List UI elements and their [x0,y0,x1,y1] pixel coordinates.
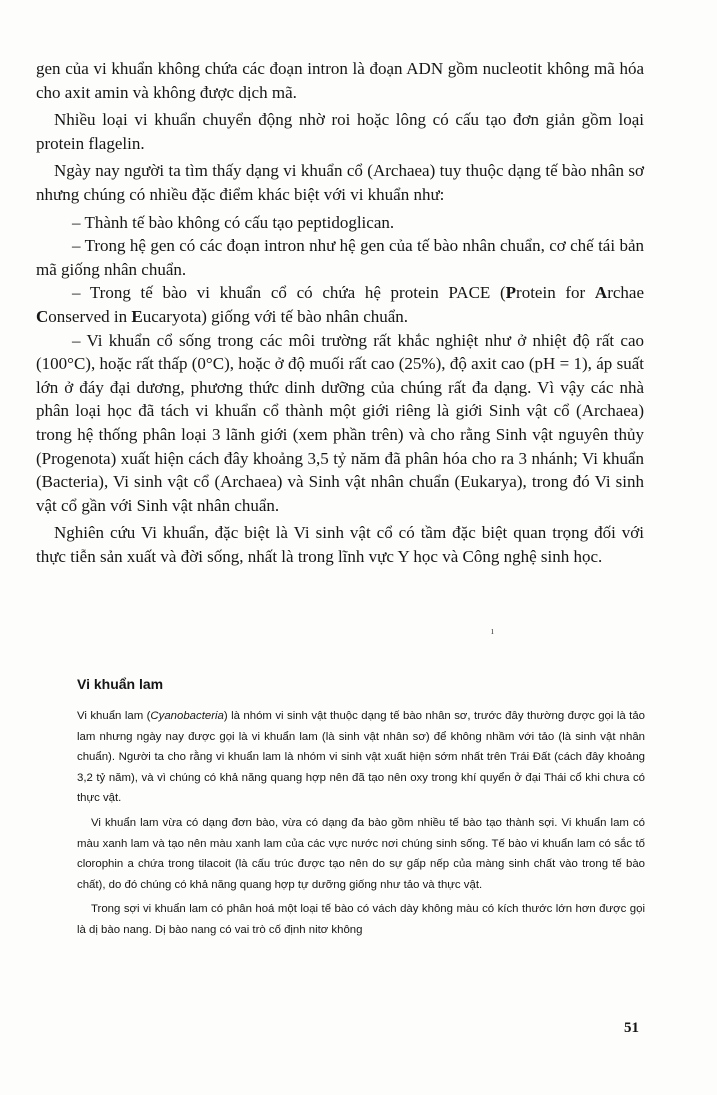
box-paragraph-3: Trong sợi vi khuẩn lam có phân hoá một loại tế bào có vách dày không màu có kích thước lớn hơn được gọi là dị bào nang. Dị bào nang có vai trò cố định nitơ không [77,903,645,936]
paragraph-1: gen của vi khuẩn không chứa các đoạn intron là đoạn ADN gồm nucleotit không mã hóa cho axit amin và không được dịch mã. [36,59,644,102]
paragraph-3: Ngày nay người ta tìm thấy dạng vi khuẩn cổ (Archaea) tuy thuộc dạng tế bào nhân sơ nhưng chúng có nhiều đặc điểm khác biệt với vi khuẩn như: [36,161,644,204]
paragraph-conclusion: Nghiên cứu Vi khuẩn, đặc biệt là Vi sinh vật cổ có tầm đặc biệt quan trọng đối với thực tiễn sản xuất và đời sống, nhất là trong lĩnh vực Y học và Công nghệ sinh học. [36,523,644,566]
box-paragraph-2: Vi khuẩn lam vừa có dạng đơn bào, vừa có dạng đa bào gồm nhiều tế bào tạo thành sợi. Vi khuẩn lam có màu xanh lam và tạo nên màu xanh lam của các vực nước nơi chúng sinh sống. Tế bào vi khuẩn lam có sắc tố clorophin a chứa trong tilacoit (là cấu trúc được tạo nên do sự gấp nếp của màng sinh chất vào trong tế bào chất), do đó chúng có khả năng quang hợp tự dưỡng giống như tảo và thực vật. [77,816,645,891]
list-item-introns: – Trong hệ gen có các đoạn intron như hệ gen của tế bào nhân chuẩn, cơ chế tái bản mã giống nhân chuẩn. [36,236,644,279]
stray-mark: ı [491,626,494,637]
box-heading: Vi khuẩn lam [77,676,164,692]
list-item-pace: – Trong tế bào vi khuẩn cổ có chứa hệ protein PACE (Protein for Archae Conserved in Eucaryota) giống với tế bào nhân chuẩn. [36,283,644,326]
box-text [77,706,645,945]
main-text [36,57,644,572]
paragraph-2: Nhiều loại vi khuẩn chuyển động nhờ roi hoặc lông có cấu tạo đơn giản gồm loại protein flagelin. [36,110,644,153]
box-paragraph-1: Vi khuẩn lam (Cyanobacteria) là nhóm vi sinh vật thuộc dạng tế bào nhân sơ, trước đây thường được gọi là tảo lam nhưng ngày nay được gọi là vi khuẩn lam (là sinh vật nhân sơ) để không nhầm với tảo (là sinh vật nhân chuẩn). Người ta cho rằng vi khuẩn lam là nhóm vi sinh vật xuất hiện sớm nhất trên Trái Đất (cách đây khoảng 3,2 tỷ năm), và vì chúng có khả năng quang hợp nên đã tạo nên oxy trong khí quyển ở đại Thái cổ khi chưa có thực vật. [77,710,645,805]
list-item-cell-wall: – Thành tế bào không có cấu tạo peptidoglican. [72,212,395,232]
list-item-extreme-environments: – Vi khuẩn cổ sống trong các môi trường rất khắc nghiệt như ở nhiệt độ rất cao (100°C), hoặc rất thấp (0°C), hoặc ở độ muối rất cao (25%), độ axit cao (pH = 1), áp suất lớn ở đáy đại dương, phương thức dinh dưỡng của chúng rất đa dạng. Vì vậy các nhà phân loại học đã tách vi khuẩn cổ thành một giới riêng là giới Sinh vật cổ (Archaea) trong hệ thống phân loại 3 lãnh giới (xem phần trên) và cho rằng Sinh vật nguyên thủy (Progenota) xuất hiện cách đây khoảng 3,5 tỷ năm đã phân hóa cho ra 3 nhánh; Vi khuẩn (Bacteria), Vi sinh vật cổ (Archaea) và Sinh vật nhân chuẩn (Eukarya), trong đó Vi sinh vật cổ gần với Sinh vật nhân chuẩn. [36,330,644,515]
page-number: 51 [624,1020,639,1036]
